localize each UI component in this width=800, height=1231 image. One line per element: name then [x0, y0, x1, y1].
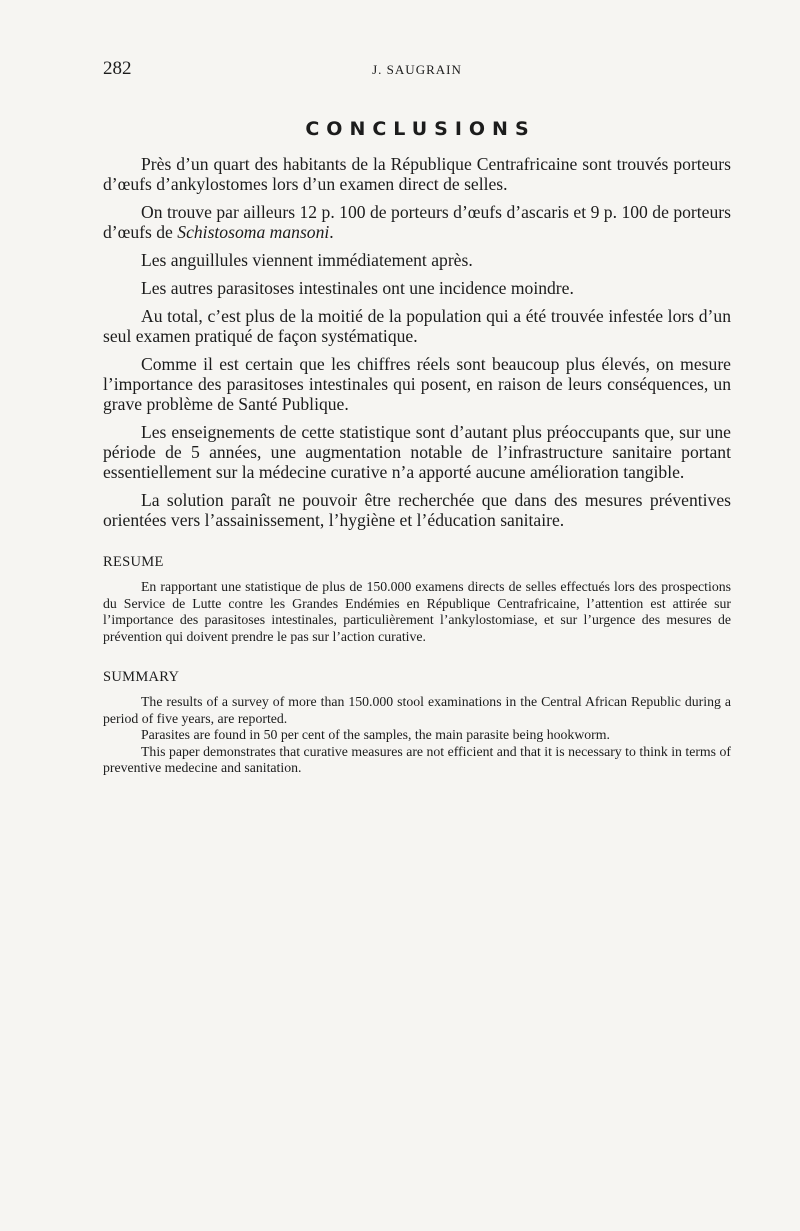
summary-section: [103, 669, 731, 777]
running-head: [103, 58, 731, 88]
conclusion-paragraph-7: Les enseignements de cette statistique sont d’autant plus préoccupants que, sur une période de 5 années, une augmentation notable de l’infrastructure sanitaire portant essentiellement sur la médecine curative n’a apporté aucune amélioration tangible.: [103, 422, 731, 482]
page: [103, 58, 731, 777]
conclusion-paragraph-5: Au total, c’est plus de la moitié de la population qui a été trouvée infestée lors d’un seul examen pratiqué de façon systématique.: [103, 306, 731, 346]
species-suffix: .: [329, 222, 334, 242]
summary-heading: SUMMARY: [103, 669, 180, 685]
resume-text: En rapportant une statistique de plus de 150.000 examens directs de selles effectués lors des prospections du Service de Lutte contre les Grandes Endémies en République Centrafricaine, l’attention est attirée sur l’importance des parasitoses intestinales, particulièrement l’ankylostomiase, et sur l’urgence des mesures de prévention qui doivent prendre le pas sur l’action curative.: [103, 579, 731, 644]
conclusions-section: [103, 154, 731, 530]
running-author: J. SAUGRAIN: [372, 62, 462, 77]
summary-paragraph-1: The results of a survey of more than 150.000 stool examinations in the Central African Republic during a period of five years, are reported.: [103, 694, 731, 726]
summary-paragraph-3: This paper demonstrates that curative measures are not efficient and that it is necessary to think in terms of preventive medecine and sanitation.: [103, 743, 731, 775]
resume-section: [103, 554, 731, 645]
summary-paragraph-2: Parasites are found in 50 per cent of the samples, the main parasite being hookworm.: [141, 727, 610, 742]
conclusion-paragraph-8: La solution paraît ne pouvoir être recherchée que dans des mesures préventives orientées vers l’assainissement, l’hygiène et l’éducation sanitaire.: [103, 490, 731, 530]
conclusion-paragraph-2: [103, 202, 731, 242]
conclusion-paragraph-4: Les autres parasitoses intestinales ont une incidence moindre.: [141, 278, 574, 298]
section-title-conclusions: CONCLUSIONS: [305, 118, 536, 140]
conclusion-paragraph-2-text: On trouve par ailleurs 12 p. 100 de porteurs d’œufs d’ascaris et 9 p. 100 de porteurs d’œufs de: [103, 202, 731, 242]
conclusion-paragraph-1: Près d’un quart des habitants de la République Centrafricaine sont trouvés porteurs d’œufs d’ankylostomes lors d’un examen direct de selles.: [103, 154, 731, 194]
species-name: Schistosoma mansoni: [177, 222, 330, 242]
page-number: 282: [103, 58, 132, 79]
resume-heading: RESUME: [103, 554, 164, 570]
conclusion-paragraph-3: Les anguillules viennent immédiatement après.: [141, 250, 473, 270]
conclusion-paragraph-6: Comme il est certain que les chiffres réels sont beaucoup plus élevés, on mesure l’importance des parasitoses intestinales qui posent, en raison de leurs conséquences, un grave problème de Santé Publique.: [103, 354, 731, 414]
